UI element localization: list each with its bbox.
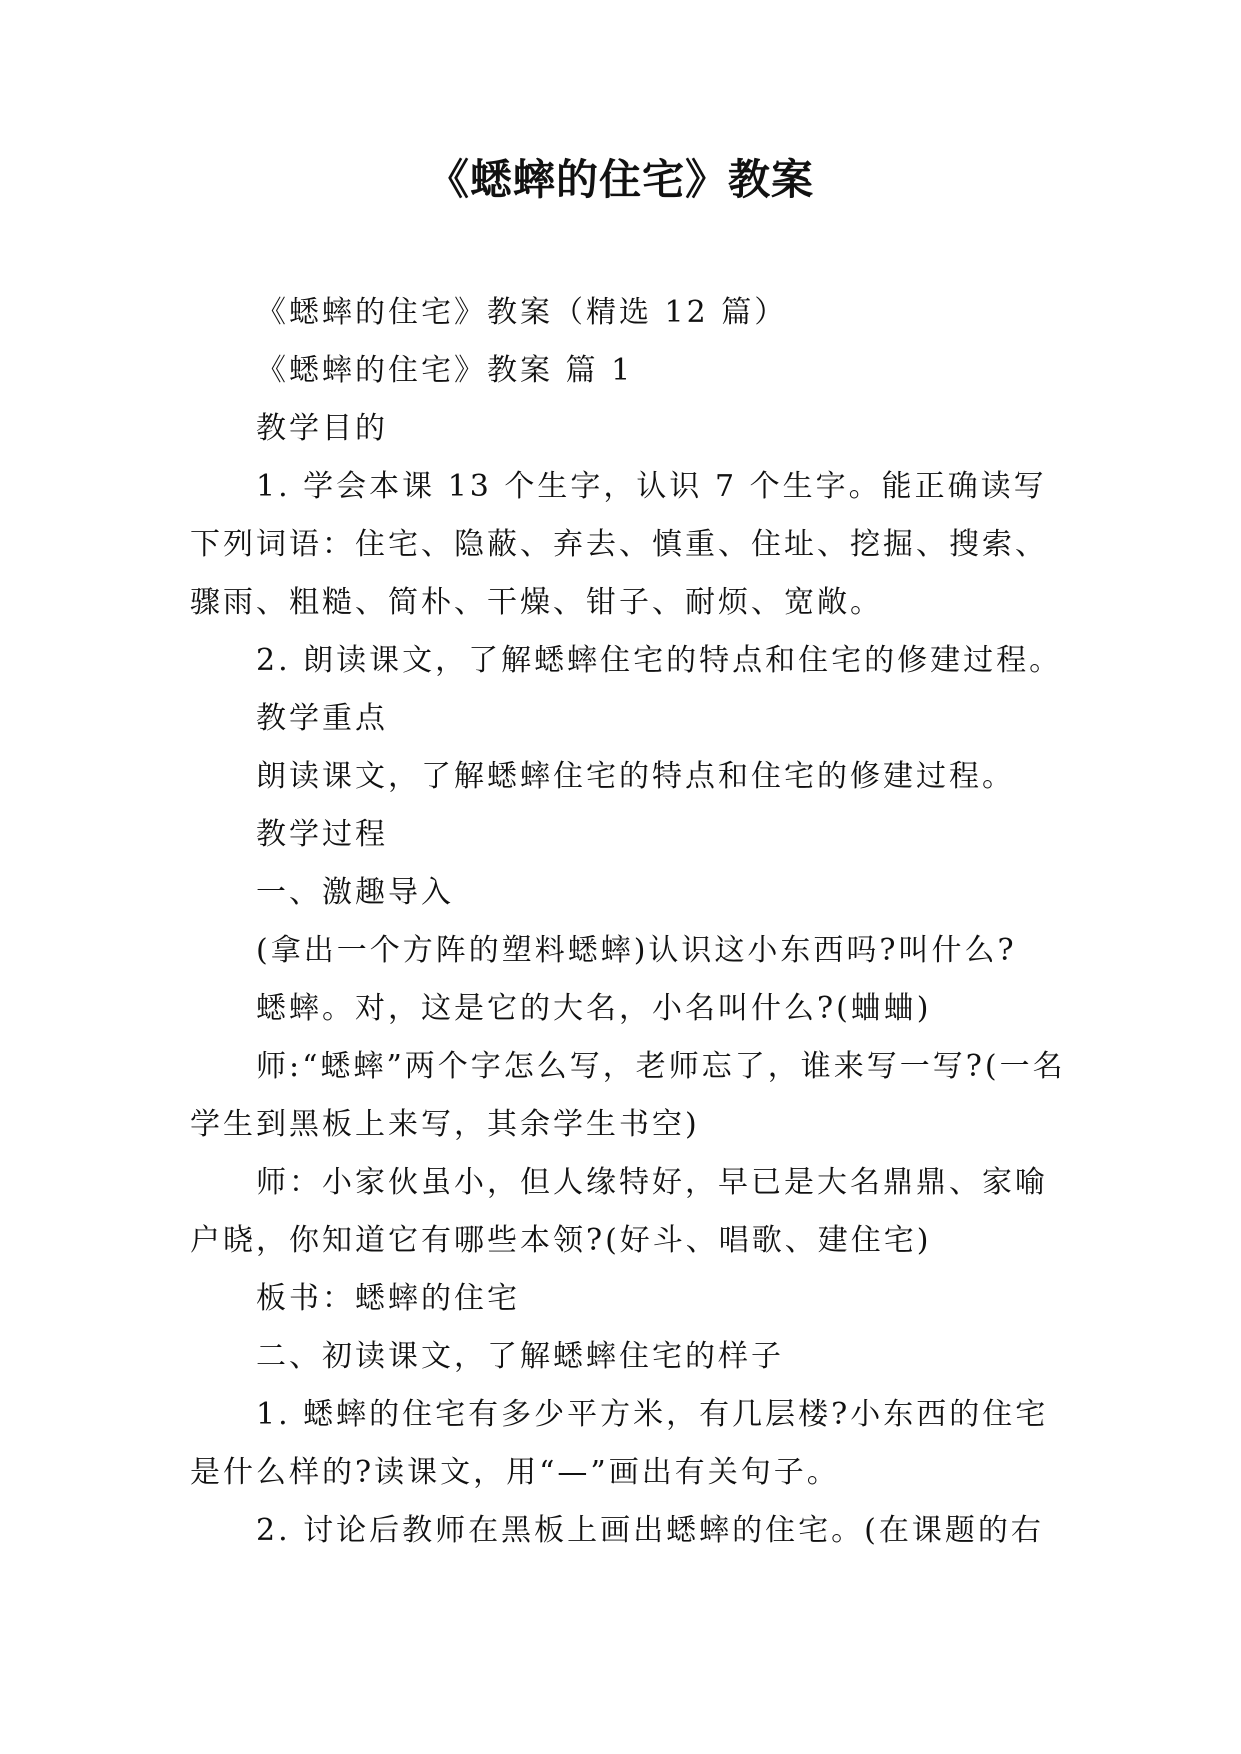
paragraph-text: 板书：蟋蟀的住宅 [256,1281,520,1316]
document-body [190,284,1070,1560]
paragraph-focus: 朗读课文，了解蟋蟀住宅的特点和住宅的修建过程。 [256,759,1015,794]
paragraph-step-2: 二、初读课文，了解蟋蟀住宅的样子 [256,1339,784,1374]
paragraph-text: 2. 讨论后教师在黑板上画出蟋蟀的住宅。(在课题的右 [256,1513,1044,1548]
paragraph-text: 蟋蟀。对，这是它的大名，小名叫什么?(蛐蛐) [256,991,932,1026]
paragraph-goal-1: 1. 学会本课 13 个生字，认识 7 个生字。能正确读写下列词语：住宅、隐蔽、弃去、慎重、住址、挖掘、搜索、骤雨、粗糙、简朴、干燥、钳子、耐烦、宽敞。 [190,469,1048,620]
paragraph-text: 师:“蟋蟀”两个字怎么写，老师忘了，谁来写一写?(一名学生到黑板上来写，其余学生书空) [190,1049,1066,1142]
paragraph-text: 1. 蟋蟀的住宅有多少平方米，有几层楼?小东西的住宅是什么样的?读课文，用“—”画出有关句子。 [190,1397,1049,1490]
paragraph-text: (拿出一个方阵的塑料蟋蟀)认识这小东西吗?叫什么? [256,933,1017,968]
paragraph-step-1: 一、激趣导入 [256,875,454,910]
paragraph-heading-focus: 教学重点 [256,701,388,736]
document-title: 《蟋蟀的住宅》教案 [426,155,814,204]
paragraph-goal-2: 2. 朗读课文，了解蟋蟀住宅的特点和住宅的修建过程。 [256,643,1063,678]
paragraph-text: 师：小家伙虽小，但人缘特好，早已是大名鼎鼎、家喻户晓，你知道它有哪些本领?(好斗、唱歌、建住宅) [190,1165,1048,1258]
paragraph-subtitle: 《蟋蟀的住宅》教案（精选 12 篇） [256,295,788,330]
paragraph-heading-process: 教学过程 [256,817,388,852]
paragraph-heading-goals: 教学目的 [256,411,388,446]
paragraph-section-heading: 《蟋蟀的住宅》教案 篇 1 [256,353,634,388]
